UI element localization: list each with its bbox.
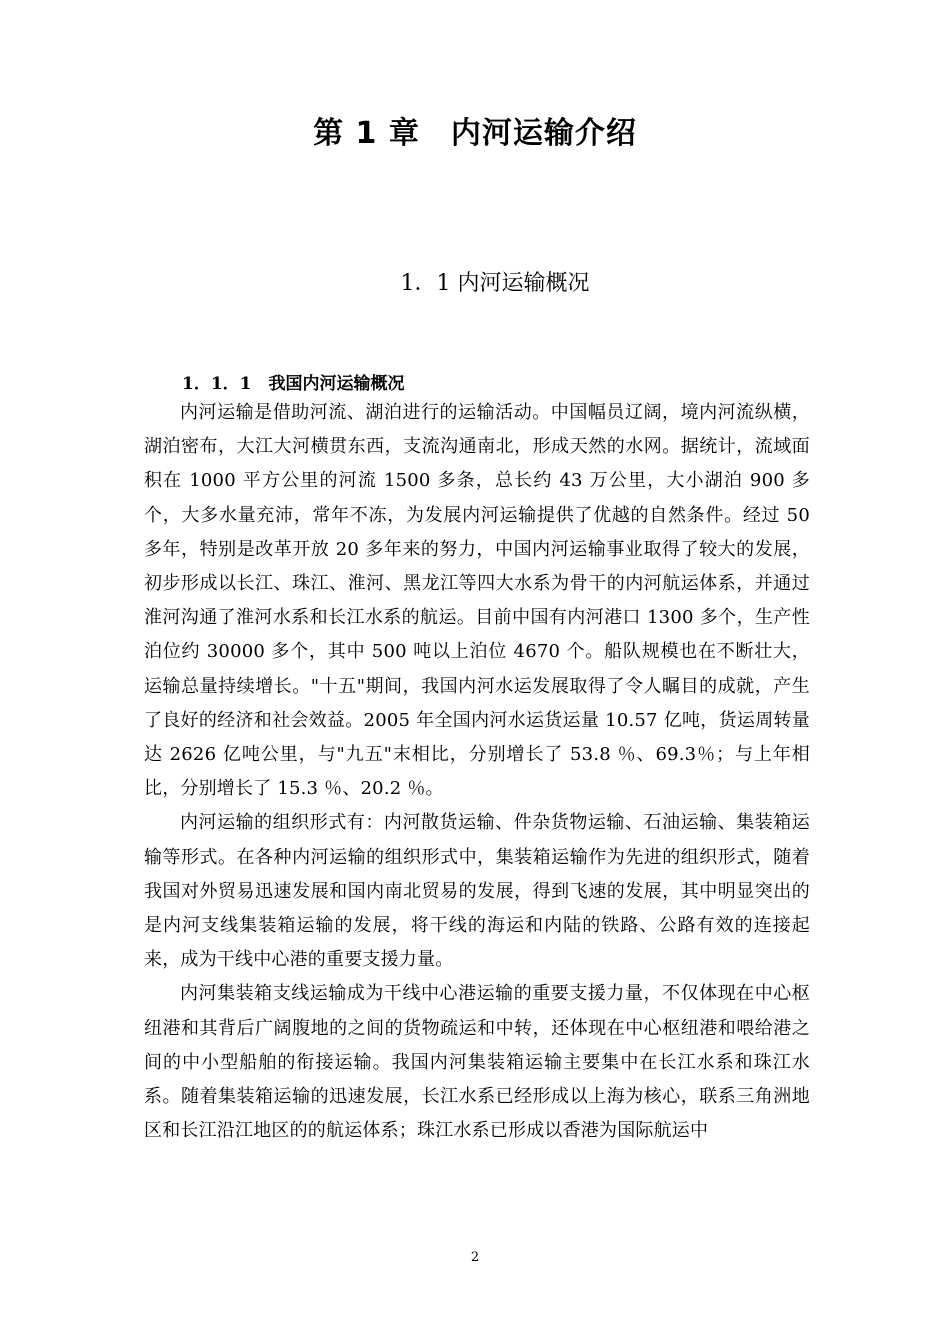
paragraph: 内河运输是借助河流、湖泊进行的运输活动。中国幅员辽阔，境内河流纵横，湖泊密布，大江大河横贯东西，支流沟通南北，形成天然的水网。据统计，流域面积在 1000 平方公里的河流 1500 多条，总长约 43 万公里，大小湖泊 900 多个，大多水量充沛，常年不冻，为发展内河运输提供了优越的自然条件。经过 50 多年，特别是改革开放 20 多年来的努力，中国内河运输事业取得了较大的发展，初步形成以长江、珠江、淮河、黑龙江等四大水系为骨干的内河航运体系，并通过淮河沟通了淮河水系和长江水系的航运。目前中国有内河港口 1300 多个，生产性泊位约 30000 多个，其中 500 吨以上泊位 4670 个。船队规模也在不断壮大，运输总量持续增长。"十五"期间，我国内河水运发展取得了令人瞩目的成就，产生了良好的经济和社会效益。2005 年全国内河水运货运量 10.57 亿吨，货运周转量达 2626 亿吨公里，与"九五"末相比，分别增长了 53.8 ％、69.3％；与上年相比，分别增长了 15.3 ％、20.2 ％。 xyxy=(144,402,810,800)
chapter-title: 第 1 章 内河运输介绍 xyxy=(313,116,637,151)
paragraph: 内河集装箱支线运输成为干线中心港运输的重要支援力量，不仅体现在中心枢纽港和其背后广阔腹地的之间的货物疏运和中转，还体现在中心枢纽港和喂给港之间的中小型船舶的衔接运输。我国内河集装箱运输主要集中在长江水系和珠江水系。随着集装箱运输的迅速发展，长江水系已经形成以上海为核心，联系三角洲地区和长江沿江地区的的航运体系；珠江水系已形成以香港为国际航运中 xyxy=(144,983,810,1142)
page-number: 2 xyxy=(470,1250,480,1265)
subsection-title: 1．1．1 我国内河运输概况 xyxy=(182,374,405,394)
section-title: 1．1 内河运输概况 xyxy=(400,271,590,296)
body-text xyxy=(144,396,810,1148)
paragraph: 内河运输的组织形式有：内河散货运输、件杂货物运输、石油运输、集装箱运输等形式。在各种内河运输的组织形式中，集装箱运输作为先进的组织形式，随着我国对外贸易迅速发展和国内南北贸易的发展，得到飞速的发展，其中明显突出的是内河支线集装箱运输的发展，将干线的海运和内陆的铁路、公路有效的连接起来，成为干线中心港的重要支援力量。 xyxy=(144,812,810,971)
